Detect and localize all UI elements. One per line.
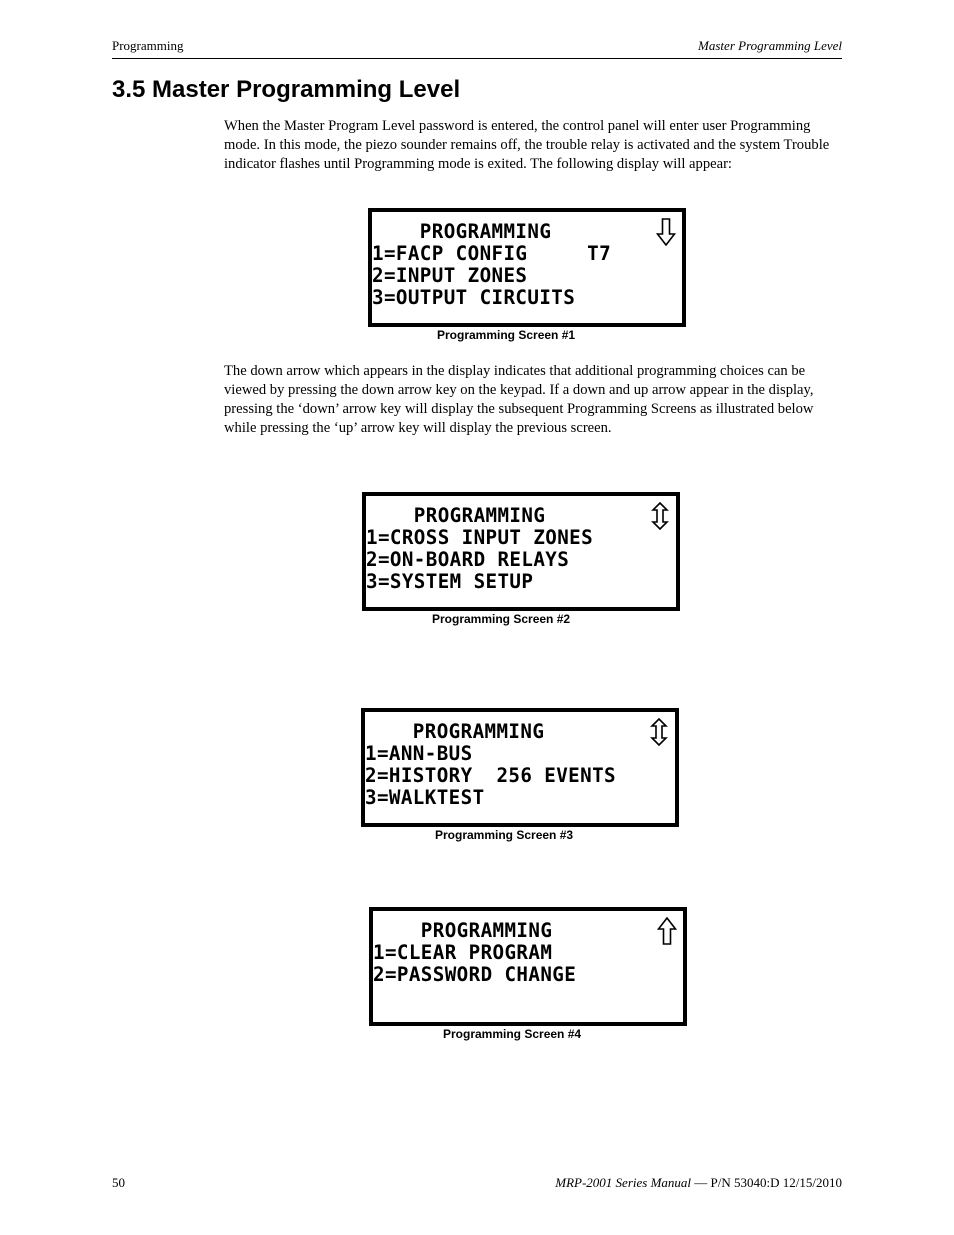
up-down-arrow-icon	[650, 502, 670, 530]
up-arrow-icon	[657, 917, 677, 945]
up-down-arrow-icon	[649, 718, 669, 746]
running-header-chapter: Master Programming Level	[698, 38, 842, 53]
header-rule	[112, 58, 842, 59]
lcd-line: 2=INPUT ZONES	[372, 264, 528, 287]
lcd-screen-3	[361, 708, 679, 827]
page-number: 50	[112, 1175, 125, 1190]
lcd-line: 1=FACP CONFIG T7	[372, 242, 612, 265]
lcd-line: PROGRAMMING	[366, 504, 546, 527]
lcd-line: 1=ANN-BUS	[365, 742, 473, 765]
manual-title: MRP-2001 Series Manual	[555, 1175, 692, 1190]
lcd-line: PROGRAMMING	[373, 919, 553, 942]
down-arrow-icon	[656, 218, 676, 246]
lcd-line: PROGRAMMING	[372, 220, 552, 243]
lcd-line: 2=PASSWORD CHANGE	[373, 963, 577, 986]
lcd-screen-1	[368, 208, 686, 327]
footer-manual-info	[555, 1175, 842, 1191]
screen-caption-3: Programming Screen #3	[435, 828, 574, 842]
lcd-line: 1=CROSS INPUT ZONES	[366, 526, 594, 549]
lcd-line: 1=CLEAR PROGRAM	[373, 941, 553, 964]
lcd-line: 3=WALKTEST	[365, 786, 485, 809]
part-number-date: — P/N 53040:D 12/15/2010	[691, 1175, 842, 1190]
screen-caption-4: Programming Screen #4	[443, 1027, 582, 1041]
lcd-line: 2=HISTORY 256 EVENTS	[365, 764, 616, 787]
lcd-line: PROGRAMMING	[365, 720, 545, 743]
lcd-screen-2	[362, 492, 680, 611]
lcd-screen-4	[369, 907, 687, 1026]
lcd-line: 3=SYSTEM SETUP	[366, 570, 534, 593]
lcd-line: 3=OUTPUT CIRCUITS	[372, 286, 576, 309]
lcd-line: 2=ON-BOARD RELAYS	[366, 548, 570, 571]
arrow-explanation-paragraph: The down arrow which appears in the display indicates that additional programming choices can be viewed by pressing the down arrow key on the keypad. If a down and up arrow appear in the display, pressing the ‘down’ arrow key will display the subsequent Programming Screens as illustrated below while pressing the ‘up’ arrow key will display the previous screen.	[224, 363, 814, 436]
running-header-section: Programming	[112, 38, 184, 53]
intro-paragraph: When the Master Program Level password is entered, the control panel will enter user Programming mode. In this mode, the piezo sounder remains off, the trouble relay is activated and the system Trouble indicator flashes until Programming mode is exited. The following display will appear:	[224, 118, 830, 172]
screen-caption-1: Programming Screen #1	[437, 328, 576, 342]
screen-caption-2: Programming Screen #2	[432, 612, 571, 626]
section-title: 3.5 Master Programming Level	[112, 76, 461, 103]
